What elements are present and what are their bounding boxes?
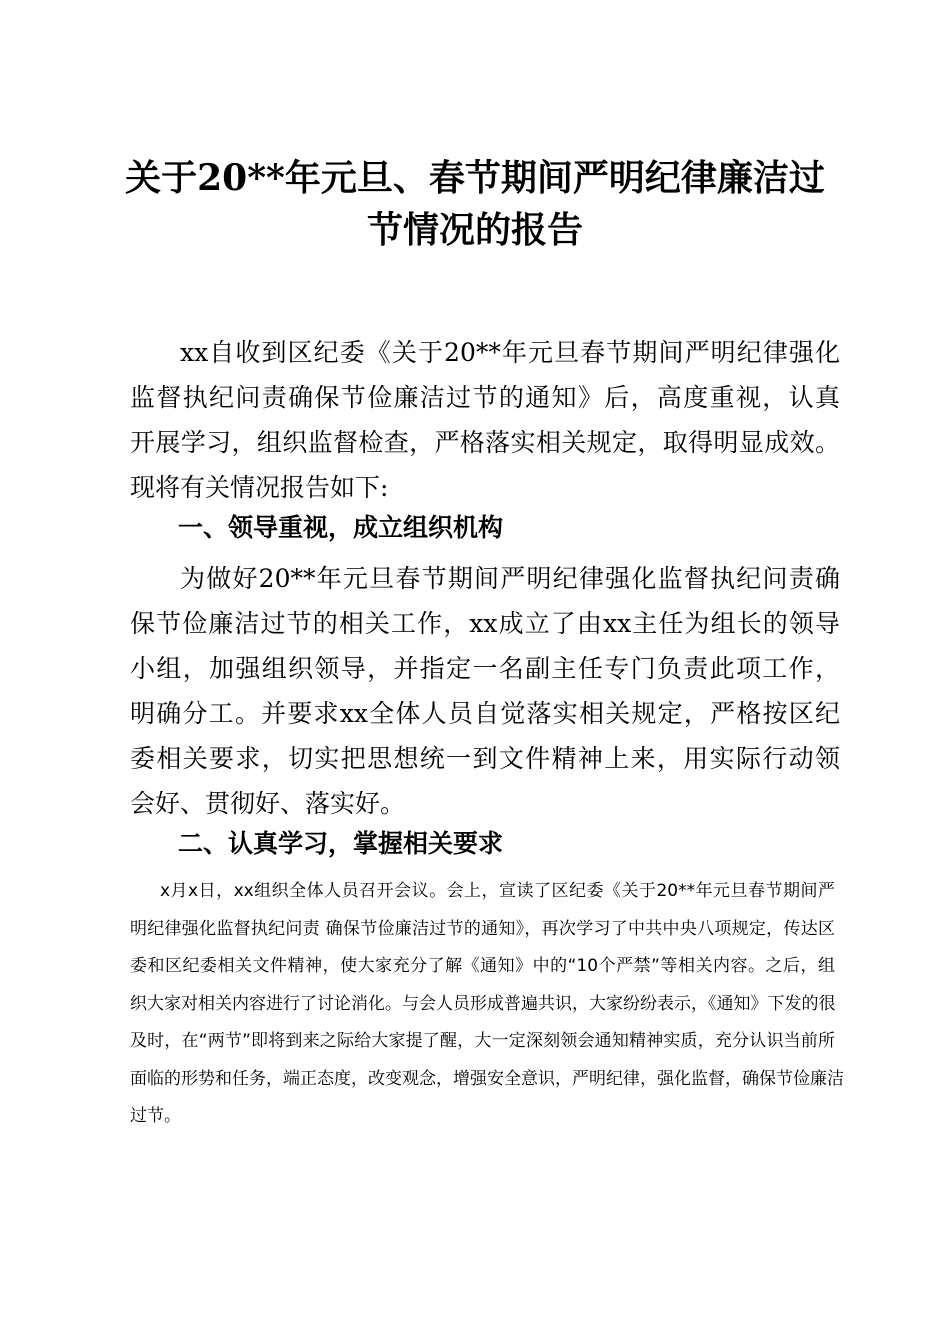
intro-paragraph	[130, 330, 840, 510]
section-2-paragraph	[130, 873, 844, 1136]
section-1-line-5: 委相关要求，切实把思想统一到文件精神上来，用实际行动领	[130, 744, 840, 773]
section-2-line-2: 明纪律强化监督执纪问责 确保节俭廉洁过节的通知》，再次学习了中共中央八项规定，传达区	[130, 918, 835, 939]
section-1-paragraph	[130, 556, 840, 826]
intro-line-1: xx自收到区纪委《关于20**年元旦春节期间严明纪律强化	[180, 338, 840, 367]
section-1-line-2: 保节俭廉洁过节的相关工作，xx成立了由xx主任为组长的领导	[130, 609, 840, 638]
intro-line-4: 现将有关情况报告如下:	[130, 473, 389, 502]
section-1-heading: 一、领导重视，成立组织机构	[178, 513, 504, 542]
section-2-heading: 二、认真学习，掌握相关要求	[178, 829, 504, 858]
title-line-1: 关于20**年元旦、春节期间严明纪律廉洁过	[125, 157, 825, 199]
section-2-line-6: 面临的形势和任务，端正态度，改变观念，增强安全意识，严明纪律，强化监督，确保节俭廉洁	[130, 1068, 844, 1089]
section-1-line-4: 明确分工。并要求xx全体人员自觉落实相关规定，严格按区纪	[130, 699, 840, 728]
section-1-line-1: 为做好20**年元旦春节期间严明纪律强化监督执纪问责确	[180, 564, 840, 593]
section-2-line-5: 及时，在“两节”即将到来之际给大家提了醒，大一定深刻领会通知精神实质，充分认识当前所	[130, 1031, 835, 1051]
document-title	[110, 152, 840, 256]
intro-line-2: 监督执纪问责确保节俭廉洁过节的通知》后，高度重视，认真	[130, 383, 840, 412]
section-1-line-6: 会好、贯彻好、落实好。	[130, 789, 406, 818]
section-2-line-4: 织大家对相关内容进行了讨论消化。与会人员形成普遍共识，大家纷纷表示，《通知》下发的很	[130, 993, 836, 1014]
section-2-line-3: 委和区纪委相关文件精神，使大家充分了解《通知》中的“10个严禁”等相关内容。之后，组	[130, 956, 835, 976]
section-1-line-3: 小组，加强组织领导，并指定一名副主任专门负责此项工作，	[130, 654, 840, 683]
intro-line-3: 开展学习，组织监督检查，严格落实相关规定，取得明显成效。	[130, 428, 840, 457]
section-2-line-1: x月x日，xx组织全体人员召开会议。会上，宣读了区纪委《关于20**年元旦春节期间严	[160, 881, 835, 901]
title-line-2: 节情况的报告	[366, 209, 583, 251]
section-2-line-7: 过节。	[130, 1106, 181, 1126]
